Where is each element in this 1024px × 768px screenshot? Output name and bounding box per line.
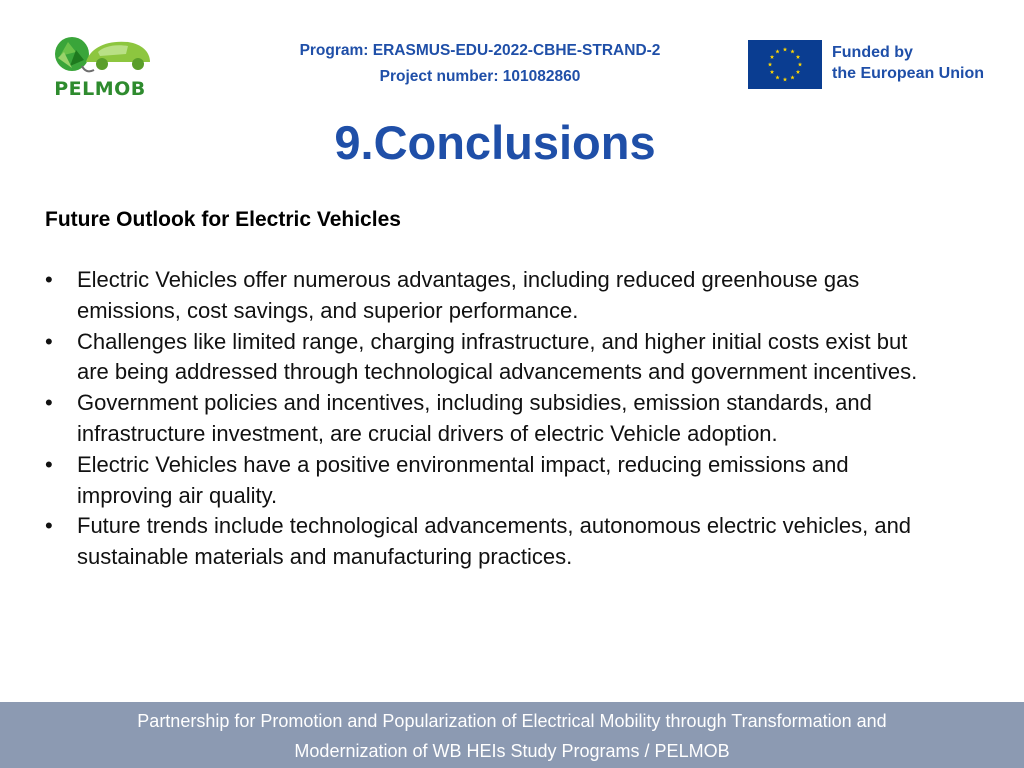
funded-by-label — [832, 42, 984, 84]
list-item-text: Electric Vehicles offer numerous advantages, including reduced greenhouse gas emissions, cost savings, and superior performance. — [77, 267, 860, 323]
conclusion-list — [45, 265, 945, 573]
logo-text: PELMOB — [54, 78, 146, 100]
bullet-icon: • — [45, 267, 53, 292]
list-item — [45, 511, 945, 573]
project-number: Project number: 101082860 — [379, 68, 581, 85]
list-item-text: Challenges like limited range, charging infrastructure, and higher initial costs exist but are being addressed through technological advancements and government incentives. — [77, 328, 918, 385]
program-line: Program: ERASMUS-EDU-2022-CBHE-STRAND-2 — [299, 42, 661, 59]
page-title: 9.Conclusions — [334, 116, 656, 169]
list-item — [45, 327, 945, 389]
funded-line-2: the European Union — [832, 65, 984, 82]
bullet-icon: • — [45, 328, 53, 354]
list-item — [45, 388, 945, 450]
list-item-text: Electric Vehicles have a positive environmental impact, reducing emissions and improving air quality. — [77, 451, 849, 508]
funded-line-1: Funded by — [832, 44, 913, 61]
list-item — [45, 265, 945, 327]
footer-line-1: Partnership for Promotion and Popularization of Electrical Mobility through Transformation and — [137, 711, 887, 731]
footer-bar — [0, 702, 1024, 768]
list-item — [45, 450, 945, 512]
list-item-text: Government policies and incentives, including subsidies, emission standards, and infrastructure investment, are crucial drivers of electric Vehicle adoption. — [77, 390, 872, 446]
bullet-icon: • — [45, 513, 53, 539]
footer-line-2: Modernization of WB HEIs Study Programs / PELMOB — [294, 741, 730, 761]
pelmob-logo-icon — [46, 32, 154, 78]
pelmob-logo — [46, 32, 154, 102]
eu-flag-icon — [748, 40, 822, 89]
program-info — [250, 38, 710, 90]
bullet-icon: • — [45, 451, 53, 477]
list-item-text: Future trends include technological advancements, autonomous electric vehicles, and sustainable materials and manufacturing practices. — [77, 513, 912, 570]
bullet-icon: • — [45, 390, 53, 416]
section-subtitle: Future Outlook for Electric Vehicles — [45, 208, 401, 231]
